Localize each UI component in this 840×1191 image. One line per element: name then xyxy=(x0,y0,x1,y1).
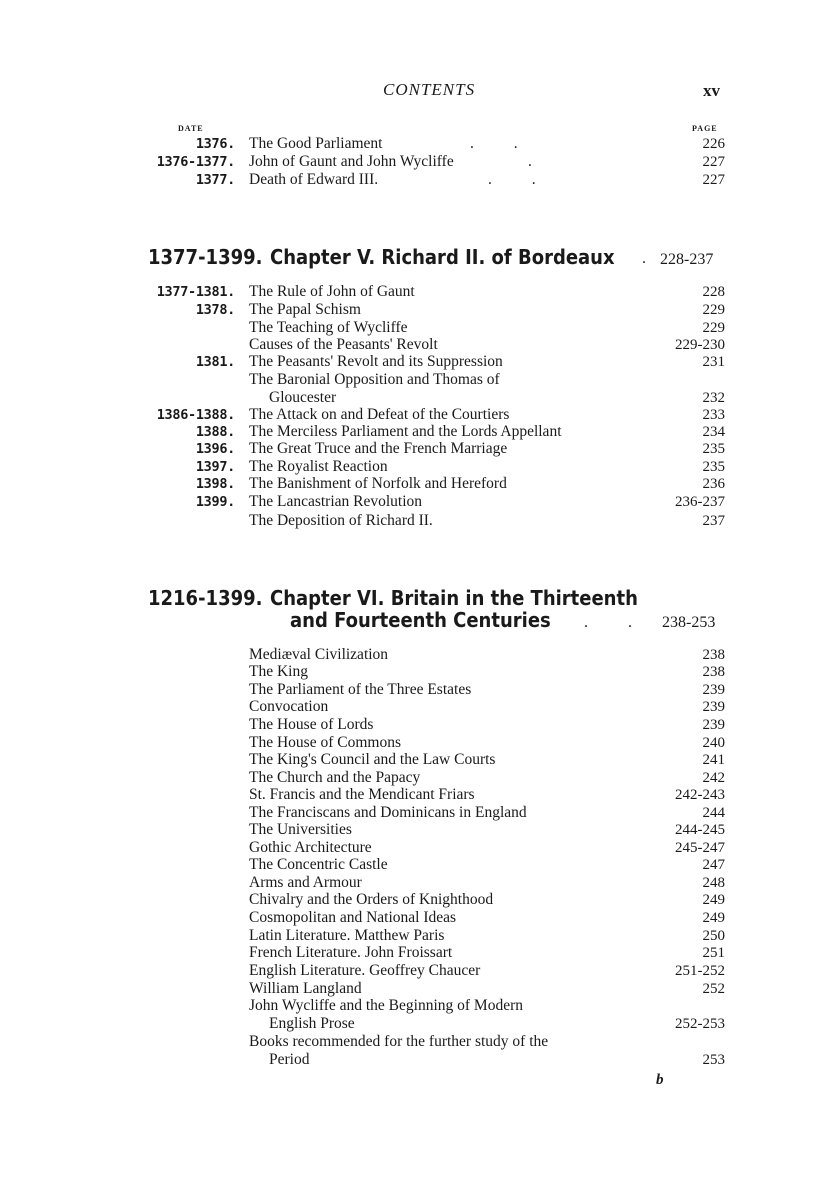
toc-entry xyxy=(0,839,840,857)
date-column-label: DATE xyxy=(178,124,204,133)
toc-entry xyxy=(0,909,840,927)
toc-entry xyxy=(0,371,840,389)
entry-page: 242-243 xyxy=(675,787,725,803)
toc-entry xyxy=(0,786,840,804)
entry-date: 1386-1388. xyxy=(156,407,235,423)
entry-page: 247 xyxy=(702,857,725,873)
entry-page: 250 xyxy=(702,928,725,944)
entry-page: 234 xyxy=(702,424,725,440)
entry-title: St. Francis and the Mendicant Friars xyxy=(249,786,475,803)
entry-title: Latin Literature. Matthew Paris xyxy=(249,927,445,944)
toc-entry xyxy=(0,319,840,337)
entry-page: 239 xyxy=(702,699,725,715)
toc-entry xyxy=(0,1015,840,1033)
toc-entry xyxy=(0,944,840,962)
toc-entry xyxy=(0,856,840,874)
toc-entry xyxy=(0,980,840,998)
entry-title: The Good Parliament xyxy=(249,135,383,152)
entry-page: 231 xyxy=(702,354,725,370)
toc-entry xyxy=(0,769,840,787)
entry-title: The Peasants' Revolt and its Suppression xyxy=(249,353,503,370)
entry-page: 248 xyxy=(702,875,725,891)
entry-title: The Attack on and Defeat of the Courtiers xyxy=(249,406,510,423)
toc-entry xyxy=(0,646,840,664)
entry-title: Mediæval Civilization xyxy=(249,646,389,663)
chapter-pages: 228-237 xyxy=(660,251,714,268)
entry-page: 227 xyxy=(702,172,725,188)
entry-date: 1376. xyxy=(195,136,235,152)
entry-page: 253 xyxy=(702,1052,725,1068)
entry-page: 232 xyxy=(702,390,725,406)
entry-title: Convocation xyxy=(249,698,329,715)
entry-page: 249 xyxy=(702,892,725,908)
entry-title: Arms and Armour xyxy=(249,874,362,891)
toc-entry xyxy=(0,821,840,839)
entry-page: 235 xyxy=(702,441,725,457)
toc-entry xyxy=(0,734,840,752)
toc-entry: 1377. Death of Edward III. . . 227 xyxy=(195,171,725,188)
entry-date: 1397. xyxy=(195,459,235,475)
entry-page: 237 xyxy=(702,513,725,529)
entry-title: Chivalry and the Orders of Knighthood xyxy=(249,891,494,908)
toc-entry xyxy=(0,874,840,892)
entry-page: 233 xyxy=(702,407,725,423)
entry-title: The Royalist Reaction xyxy=(249,458,388,475)
entry-page: 228 xyxy=(702,284,725,300)
entry-title: The Concentric Castle xyxy=(249,856,388,873)
entry-title: Gloucester xyxy=(269,389,337,406)
chapter-title-line2: and Fourteenth Centuries xyxy=(290,608,551,632)
toc-entry xyxy=(0,336,840,354)
entry-page: 252 xyxy=(702,981,725,997)
entry-date: 1399. xyxy=(195,494,235,510)
toc-entry xyxy=(0,475,840,493)
toc-entry xyxy=(0,681,840,699)
entry-title: The Great Truce and the French Marriage xyxy=(249,440,508,457)
toc-entry xyxy=(0,406,840,424)
entry-page: 229 xyxy=(702,320,725,336)
entry-page: 241 xyxy=(702,752,725,768)
toc-entry xyxy=(0,997,840,1015)
page-number: xv xyxy=(703,81,720,100)
toc-entry xyxy=(0,301,840,319)
toc-entry xyxy=(0,458,840,476)
entry-page: 240 xyxy=(702,735,725,751)
toc-entry xyxy=(0,283,840,301)
toc-entry xyxy=(0,962,840,980)
entry-page: 229 xyxy=(702,302,725,318)
entry-title: The Teaching of Wycliffe xyxy=(249,319,408,336)
chapter-title-line1: Chapter VI. Britain in the Thirteenth xyxy=(270,586,638,610)
toc-entry xyxy=(0,389,840,407)
entry-page: 244-245 xyxy=(675,822,725,838)
entry-date: 1396. xyxy=(195,441,235,457)
entry-title: The Banishment of Norfolk and Hereford xyxy=(249,475,507,492)
running-head xyxy=(0,80,840,104)
toc-entry xyxy=(0,1051,840,1069)
signature-mark: b xyxy=(656,1072,664,1088)
entry-title: The Baronial Opposition and Thomas of xyxy=(249,371,500,388)
entry-title: Gothic Architecture xyxy=(249,839,372,856)
entry-page: 245-247 xyxy=(675,840,725,856)
entry-page: 238 xyxy=(702,647,725,663)
toc-entry xyxy=(0,663,840,681)
entry-page: 227 xyxy=(702,154,725,170)
entry-title: The Lancastrian Revolution xyxy=(249,493,423,510)
entry-title: The Rule of John of Gaunt xyxy=(249,283,415,300)
entry-title: Causes of the Peasants' Revolt xyxy=(249,336,438,353)
entry-date: 1398. xyxy=(195,476,235,492)
entry-date: 1377. xyxy=(195,172,235,188)
entry-title: The Papal Schism xyxy=(249,301,361,318)
entry-title: The Franciscans and Dominicans in England xyxy=(249,804,527,821)
entry-page: 251-252 xyxy=(675,963,725,979)
chapter-pages: 238-253 xyxy=(662,614,716,631)
chapter-dates: 1377-1399. xyxy=(148,245,263,269)
entry-page: 249 xyxy=(702,910,725,926)
entry-title: Death of Edward III. xyxy=(249,171,379,188)
entry-date: 1377-1381. xyxy=(156,284,235,300)
entry-title: Cosmopolitan and National Ideas xyxy=(249,909,457,926)
entry-page: 226 xyxy=(702,136,725,152)
entry-title: English Prose xyxy=(269,1015,355,1032)
toc-entry xyxy=(0,440,840,458)
entry-title: John Wycliffe and the Beginning of Modern xyxy=(249,997,523,1014)
toc-entry xyxy=(0,353,840,371)
toc-entry xyxy=(0,804,840,822)
entry-page: 236 xyxy=(702,476,725,492)
entry-title: The Merciless Parliament and the Lords Appellant xyxy=(249,423,562,440)
entry-title: William Langland xyxy=(249,980,362,997)
toc-entry: 1376-1377. John of Gaunt and John Wycliffe . 227 xyxy=(156,153,725,170)
entry-page: 244 xyxy=(702,805,725,821)
entry-page: 239 xyxy=(702,682,725,698)
entry-title: Period xyxy=(269,1051,310,1068)
entry-page: 242 xyxy=(702,770,725,786)
entry-page: 251 xyxy=(702,945,725,961)
chapter-title: Chapter V. Richard II. of Bordeaux xyxy=(270,245,615,269)
entry-title: Books recommended for the further study of the xyxy=(249,1033,549,1050)
page-column-label: PAGE xyxy=(692,124,718,133)
toc-entry xyxy=(0,751,840,769)
entry-page: 252-253 xyxy=(675,1016,725,1032)
toc-entry xyxy=(0,423,840,441)
toc-entry xyxy=(0,716,840,734)
entry-date: 1381. xyxy=(195,354,235,370)
entry-page: 229-230 xyxy=(675,337,725,353)
entry-title: The King's Council and the Law Courts xyxy=(249,751,496,768)
toc-entry xyxy=(0,493,840,511)
entry-date: 1378. xyxy=(195,302,235,318)
entry-title: The Parliament of the Three Estates xyxy=(249,681,472,698)
entry-title: The Church and the Papacy xyxy=(249,769,421,786)
chapter-dates: 1216-1399. xyxy=(148,586,263,610)
entry-title: The Universities xyxy=(249,821,352,838)
entry-title: The House of Lords xyxy=(249,716,374,733)
entry-title: English Literature. Geoffrey Chaucer xyxy=(249,962,481,979)
toc-entry xyxy=(0,891,840,909)
entry-title: John of Gaunt and John Wycliffe xyxy=(249,153,454,170)
toc-entry xyxy=(0,698,840,716)
entry-date: 1388. xyxy=(195,424,235,440)
toc-entry xyxy=(0,1033,840,1051)
entry-title: The Deposition of Richard II. xyxy=(249,512,433,529)
entry-title: The House of Commons xyxy=(249,734,401,751)
entry-page: 238 xyxy=(702,664,725,680)
toc-entry xyxy=(0,927,840,945)
toc-entry: 1376. The Good Parliament . . 226 xyxy=(195,135,725,152)
page-title: CONTENTS xyxy=(383,80,476,99)
entry-date: 1376-1377. xyxy=(156,154,235,170)
entry-page: 236-237 xyxy=(675,494,725,510)
entry-title: French Literature. John Froissart xyxy=(249,944,453,961)
toc-entry xyxy=(0,512,840,530)
entry-title: The King xyxy=(249,663,308,680)
entry-page: 235 xyxy=(702,459,725,475)
entry-page: 239 xyxy=(702,717,725,733)
